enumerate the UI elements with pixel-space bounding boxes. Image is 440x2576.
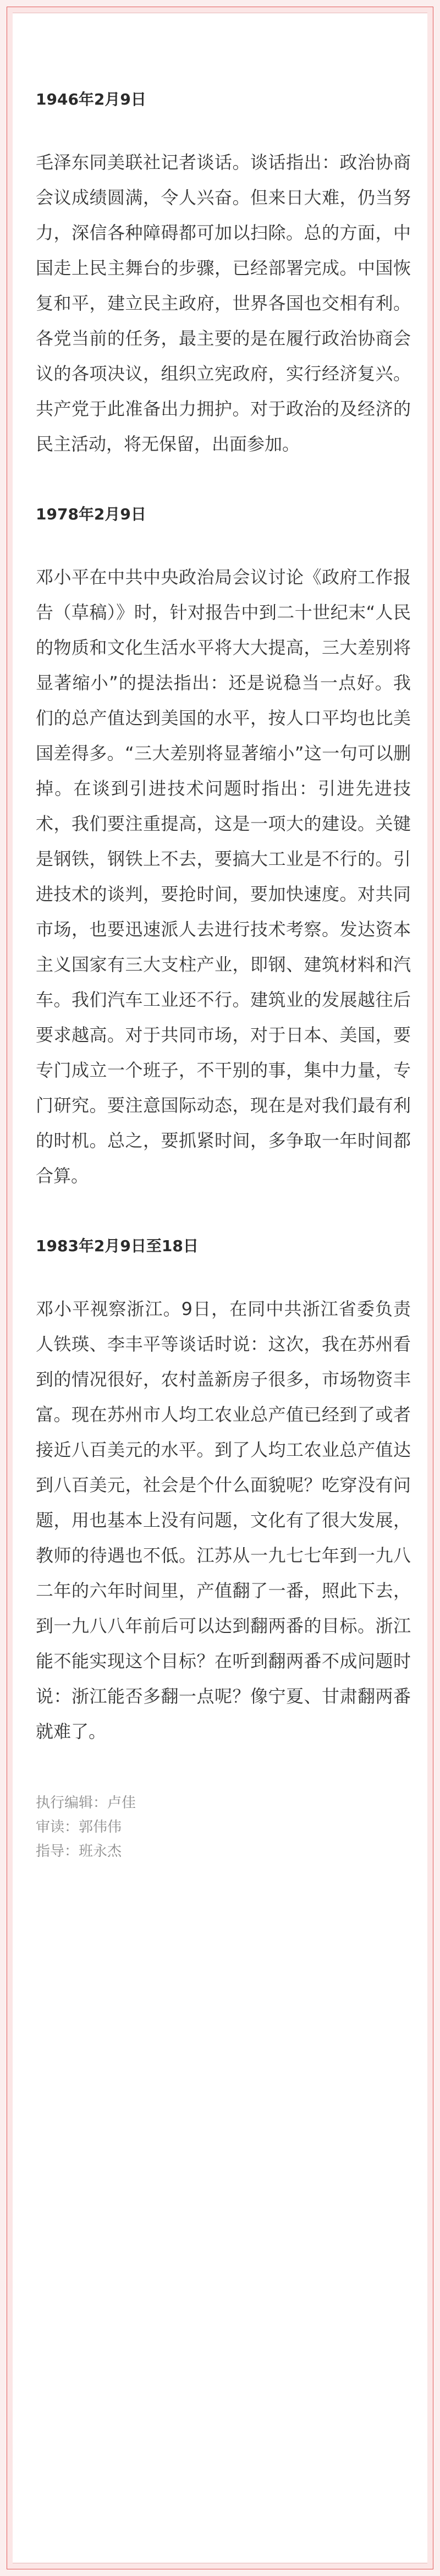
article-content [36, 89, 411, 1864]
history-entry-1983 [36, 1235, 411, 1749]
article-panel [7, 7, 433, 2569]
entry-text: 邓小平视察浙江。9日，在同中共浙江省委负责人铁瑛、李丰平等谈话时说：这次，我在苏州看到的情况很好，农村盖新房子很多，市场物资丰富。现在苏州市人均工农业总产值已经到了或者接近八百美元的水平。到了人均工农业总产值达到八百美元，社会是个什么面貌呢？吃穿没有问题，用也基本上没有问题，文化有了很大发展，教师的待遇也不低。江苏从一九七七年到一九八二年的六年时间里，产值翻了一番，照此下去，到一九八八年前后可以达到翻两番的目标。浙江能不能实现这个目标？在听到翻两番不成问题时说：浙江能否多翻一点呢？像宁夏、甘肃翻两番就难了。 [36, 1298, 411, 1742]
director-credit: 指导：班永杰 [36, 1843, 122, 1860]
history-entry-1978 [36, 503, 411, 1193]
history-entry-1946 [36, 89, 411, 462]
entry-text: 邓小平在中共中央政治局会议讨论《政府工作报告（草稿）》时，针对报告中到二十世纪末“人民的物质和文化生活水平将大大提高，三大差别将显著缩小”的提法指出：还是说稳当一点好。我们的总产值达到美国的水平，按人口平均也比美国差得多。“三大差别将显著缩小”这一句可以删掉。在谈到引进技术问题时指出：引进先进技术，我们要注重提高，这是一项大的建设。关键是钢铁，钢铁上不去，要搞大工业是不行的。引进技术的谈判，要抢时间，要加快速度。对共同市场，也要迅速派人去进行技术考察。发达资本主义国家有三大支柱产业，即钢、建筑材料和汽车。我们汽车工业还不行。建筑业的发展越往后要求越高。对于共同市场，对于日本、美国，要专门成立一个班子，不干别的事，集中力量，专门研究。要注意国际动态，现在是对我们最有利的时机。总之，要抓紧时间，多争取一年时间都合算。 [36, 567, 411, 1186]
entry-date: 1946年2月9日 [36, 90, 146, 108]
executive-editor-credit: 执行编辑：卢佳 [36, 1795, 136, 1811]
entry-date: 1978年2月9日 [36, 505, 146, 523]
entry-date: 1983年2月9日至18日 [36, 1237, 199, 1255]
editorial-credits [36, 1791, 411, 1864]
reviewer-credit: 审读：郭伟伟 [36, 1819, 122, 1835]
entry-text: 毛泽东同美联社记者谈话。谈话指出：政治协商会议成绩圆满，令人兴奋。但来日大难，仍当努力，深信各种障碍都可加以扫除。总的方面，中国走上民主舞台的步骤，已经部署完成。中国恢复和平，建立民主政府，世界各国也交相有利。各党当前的任务，最主要的是在履行政治协商会议的各项决议，组织立宪政府，实行经济复兴。共产党于此准备出力拥护。对于政治的及经济的民主活动，将无保留，出面参加。 [36, 152, 411, 454]
